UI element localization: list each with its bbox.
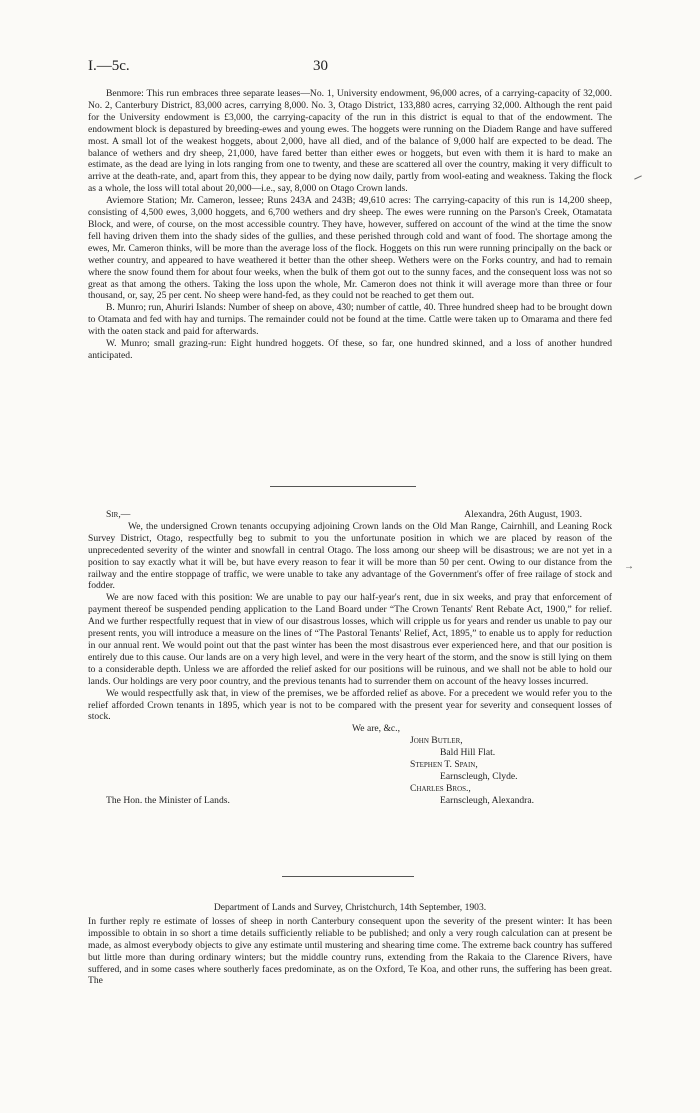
paragraph-b-munro: B. Munro; run, Ahuriri Islands: Number of sheep on above, 430; number of cattle, 40. Three hundred sheep had to be brought down to Otamata and fed with hay and turnips. The remainder could not be found at the time. Cattle were taken up to Omarama and there fed with the oaten stack and paid for afterwards. [88,302,612,338]
run-reports-section [88,88,612,362]
letter-paragraph-3: We would respectfully ask that, in view of the premises, we be afforded relief as above. For a precedent we would refer you to the relief afforded Crown tenants in 1895, which year is not to be compared with the present year for severity and consequent losses of stock. [88,687,612,723]
paragraph-w-munro: W. Munro; small grazing-run: Eight hundred hoggets. Of these, so far, one hundred skinned, and a loss of another hundred anticipated. [88,338,612,361]
report-dateline: Department of Lands and Survey, Christchurch, 14th September, 1903. [213,902,487,913]
signer-name: John Butler, [410,735,463,747]
margin-mark [634,175,642,179]
letter-salutation: Sir,— [106,509,131,520]
section-divider [282,876,414,877]
signer-place: Earnscleugh, Alexandra. [440,795,535,807]
letter-dateline: Alexandra, 26th August, 1903. [464,509,582,520]
signer-place: Bald Hill Flat. [440,747,496,759]
letter-header [88,509,612,521]
tenants-letter [88,509,612,819]
letter-addressee: The Hon. the Minister of Lands. [106,795,230,807]
document-reference: I.—5c. [88,58,130,74]
christchurch-report [88,902,612,987]
paragraph-aviemore: Aviemore Station; Mr. Cameron, lessee; Runs 243A and 243B; 49,610 acres: The carrying-capacity of this run is 14,200 sheep, consisting of 4,500 ewes, 3,000 hoggets, and 6,700 wethers and dry sheep. The ewes were running on the Parson's Creek, Otamatata Block, and were, of course, on the most accessible country. They have, however, suffered on account of the wind at the time the snow fell having driven them into the shady sides of the gullies, and these perished through cold and want of food. The shortage among the ewes, Mr. Cameron thinks, will be more than the average loss of the flock. Hoggets on this run were running principally on the back or wether country, and appeared to have weathered it better than the other sheep. Wethers were on the Forks country, and had to remain where the snow found them for about four weeks, when the bulk of them got out to the sunny faces, and the consequent loss was not so great as that among the others. Taking the loss upon the whole, Mr. Cameron does not think it will average more than three or four thousand, or, say, 25 per cent. No sheep were hand-fed, as they could not be reached to get them out. [88,195,612,302]
letter-closing: We are, &c., [352,723,400,735]
signer-name: Stephen T. Spain, [410,759,478,771]
signer-name: Charles Bros., [410,783,471,795]
signer-place: Earnscleugh, Clyde. [440,771,518,783]
paragraph-benmore: Benmore: This run embraces three separate leases—No. 1, University endowment, 96,000 acres, of a carrying-capacity of 32,000. No. 2, Canterbury District, 83,000 acres, carrying 8,000. No. 3, Otago District, 133,880 acres, carrying 32,000. Although the rent paid for the University endowment is £3,000, the carrying-capacity of the run in this district is equal to that of the endowment. The endowment block is depastured by breeding-ewes and young ewes. The hoggets were running on the Diadem Range and have suffered most. A small lot of the weakest hoggets, about 2,000, have all died, and of the balance of 9,000 half are expected to be dead. The balance of wethers and dry sheep, 21,000, have fared better than either ewes or hoggets, but even with them it is hard to make an estimate, as the dead are lying in lots ranging from one to twenty, and these are scattered all over the country, making it very difficult to arrive at the death-rate, and, apart from this, they appear to be dying now daily, partly from wool-eating and weakness. Taking the flock as a whole, the loss will total about 20,000—i.e., say, 8,000 on Otago Crown lands. [88,88,612,195]
letter-paragraph-2: We are now faced with this position: We are unable to pay our half-year's rent, due in six weeks, and pray that enforcement of payment thereof be suspended pending application to the Land Board under “The Crown Tenants' Rent Rebate Act, 1900,” for relief. And we further respectfully request that in view of our disastrous losses, which will cripple us for years and render us unable to pay our present rents, you will introduce a measure on the lines of “The Pastoral Tenants' Relief, Act, 1895,” to enable us to apply for reduction in our annual rent. We would point out that the past winter has been the most disastrous ever experienced here, and that our position is entirely due to this cause. Our lands are on a very high level, and were in the very heart of the storm, and the snow is still lying on them to a considerable depth. Unless we are afforded the relief asked for our positions will be ruinous, and we shall not be able to hold our lands. Our holdings are very poor country, and the previous tenants had to surrender them on account of the heavy losses incurred. [88,592,612,687]
report-paragraph: In further reply re estimate of losses of sheep in north Canterbury consequent upon the severity of the present winter: It has been impossible to obtain in so short a time details sufficiently reliable to be published; and only a very rough calculation can at present be made, as almost everybody objects to give any estimate until mustering and shearing time come. The extreme back country has suffered but little more than during ordinary winters; but the middle country runs, extending from the Rakaia to the Clarence Rivers, have suffered, and in some cases where southerly faces predominate, as on the Oxford, Te Koa, and other runs, the suffering has been great. The [88,915,612,987]
section-divider [270,486,416,487]
margin-arrow-icon: → [624,561,634,572]
letter-paragraph-1: We, the undersigned Crown tenants occupying adjoining Crown lands on the Old Man Range, Cairnhill, and Leaning Rock Survey District, Otago, respectfully beg to submit to you the unfortunate position in which we are placed by reason of the unprecedented severity of the winter and snowfall in central Otago. The loss among our sheep will be disastrous; we are not yet in a position to say exactly what it will be, but have every reason to fear it will be more than 50 per cent. Owing to our distance from the railway and the entire stoppage of traffic, we were unable to take any advantage of the Government's offer of free railage of stock and fodder. [88,520,612,592]
signature-block [88,723,612,819]
page-number: 30 [313,58,328,74]
